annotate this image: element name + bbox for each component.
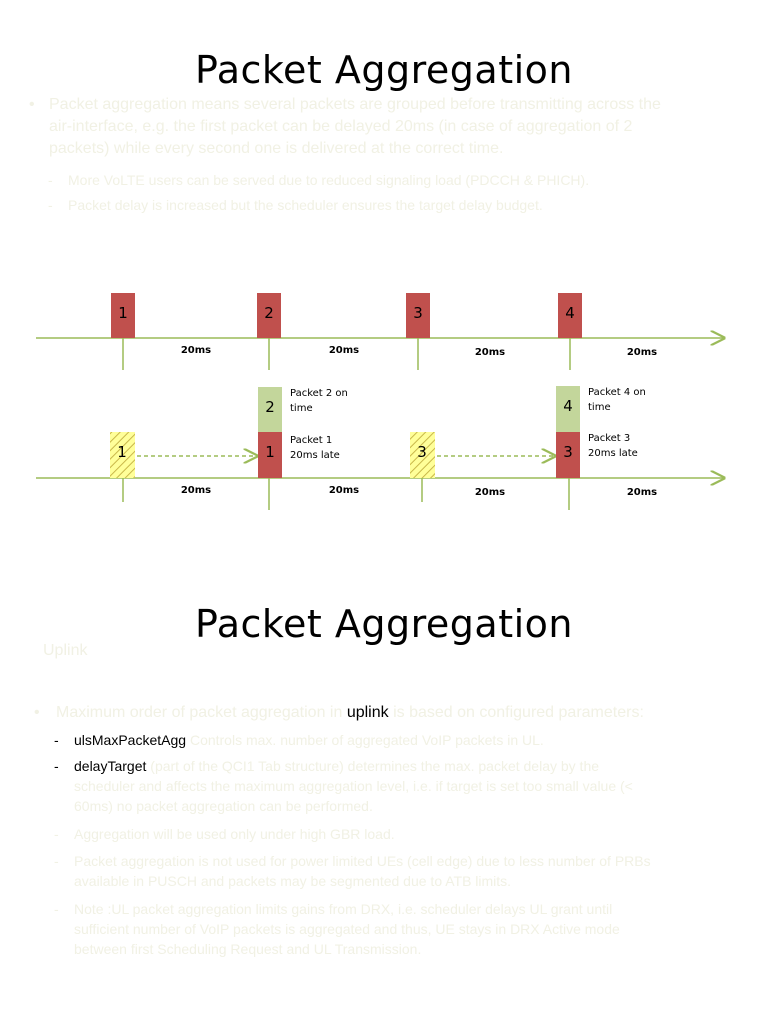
main-bullet-2 xyxy=(34,702,756,724)
dash-icon: - xyxy=(54,758,59,774)
bullet-dot-icon: • xyxy=(34,704,40,721)
packet-label: 3 xyxy=(413,304,423,322)
packet-label: 1 xyxy=(265,443,275,461)
section-label: Uplink xyxy=(43,642,88,659)
annotation: 20ms late xyxy=(588,448,638,459)
bullet-text-post: is based on configured parameters: xyxy=(388,704,644,721)
annotation: time xyxy=(588,402,611,413)
annotation: Packet 4 on xyxy=(588,387,646,398)
main-bullet-line-3: packets) while every second one is delivered at the correct time. xyxy=(49,140,504,157)
annotation: Packet 2 on xyxy=(290,388,348,399)
top-packet-2 xyxy=(257,293,281,338)
packet-label: 2 xyxy=(265,398,275,416)
packet-label: 4 xyxy=(563,397,573,415)
note-item-1 xyxy=(54,824,754,844)
interval-label: 20ms xyxy=(180,345,212,356)
dash-icon: - xyxy=(54,732,59,748)
slide-1-title: Packet Aggregation xyxy=(195,48,573,92)
packet-label: 3 xyxy=(417,443,427,461)
annotation: time xyxy=(290,403,313,414)
interval-label: 20ms xyxy=(474,487,506,498)
dash-icon: - xyxy=(54,853,59,869)
note-line: Packet aggregation is not used for power limited UEs (cell edge) due to less number of PRBs xyxy=(74,853,651,869)
bullet-text-pre: Maximum order of packet aggregation in xyxy=(56,704,347,721)
main-bullet-line-2: air-interface, e.g. the first packet can be delayed 20ms (in case of aggregation of 2 xyxy=(49,118,633,135)
note-item-3 xyxy=(54,899,754,959)
slide-2 xyxy=(0,590,768,1010)
note-line: Note :UL packet aggregation limits gains from DRX, i.e. scheduler delays UL grant until xyxy=(74,901,613,917)
top-packet-4 xyxy=(558,293,582,338)
interval-label: 20ms xyxy=(328,485,360,496)
aggregated-stack-2 xyxy=(556,386,646,478)
annotation: Packet 1 xyxy=(290,435,333,446)
interval-label: 20ms xyxy=(626,347,658,358)
interval-label: 20ms xyxy=(474,347,506,358)
main-bullet-line-1: Packet aggregation means several packets are grouped before transmitting across the xyxy=(49,96,661,113)
param-desc: (part of the QCI1 Tab structure) determines the max. packet delay by the xyxy=(146,758,600,774)
note-item-2 xyxy=(54,851,754,891)
note-line: sufficient number of VoIP packets is aggregated and thus, UE stays in DRX Active mode xyxy=(74,921,620,937)
param-name: delayTarget xyxy=(74,758,147,774)
packet-label: 2 xyxy=(264,304,274,322)
note-line: between first Scheduling Request and UL Transmission. xyxy=(74,941,422,957)
bullet-dot-icon: • xyxy=(29,96,35,113)
dash-icon: - xyxy=(48,197,53,213)
sub-bullet-1-text: More VoLTE users can be served due to reduced signaling load (PDCCH & PHICH). xyxy=(68,172,590,188)
note-line: available in PUSCH and packets may be segmented due to ATB limits. xyxy=(74,873,512,889)
note-line: Aggregation will be used only under high GBR load. xyxy=(74,826,395,842)
interval-label: 20ms xyxy=(328,345,360,356)
dash-icon: - xyxy=(48,172,53,188)
top-packet-3 xyxy=(406,293,430,338)
packet-label: 1 xyxy=(117,443,127,461)
packet-label: 4 xyxy=(565,304,575,322)
param-name: ulsMaxPacketAgg xyxy=(74,732,187,748)
top-packet-1 xyxy=(111,293,135,338)
param-desc-line: scheduler and affects the maximum aggregation level, i.e. if target is set too small value (< xyxy=(74,778,633,794)
aggregated-stack-1 xyxy=(258,387,348,478)
dash-icon: - xyxy=(54,826,59,842)
interval-label: 20ms xyxy=(180,485,212,496)
sub-bullet-2-text: Packet delay is increased but the scheduler ensures the target delay budget. xyxy=(68,197,543,213)
param-desc-line: 60ms) no packet aggregation can be performed. xyxy=(74,798,373,814)
dash-icon: - xyxy=(54,901,59,917)
delayed-packet-1 xyxy=(110,432,135,478)
packet-label: 3 xyxy=(563,443,573,461)
param-item-1 xyxy=(54,730,754,750)
bullet-emphasis: uplink xyxy=(346,704,389,721)
annotation: 20ms late xyxy=(290,450,340,461)
interval-label: 20ms xyxy=(626,487,658,498)
param-item-2 xyxy=(54,756,754,816)
slide-2-title: Packet Aggregation xyxy=(195,602,573,646)
delayed-packet-3 xyxy=(410,432,435,478)
packet-label: 1 xyxy=(118,304,128,322)
param-desc: Controls max. number of aggregated VoIP packets in UL. xyxy=(186,732,544,748)
annotation: Packet 3 xyxy=(588,433,631,444)
